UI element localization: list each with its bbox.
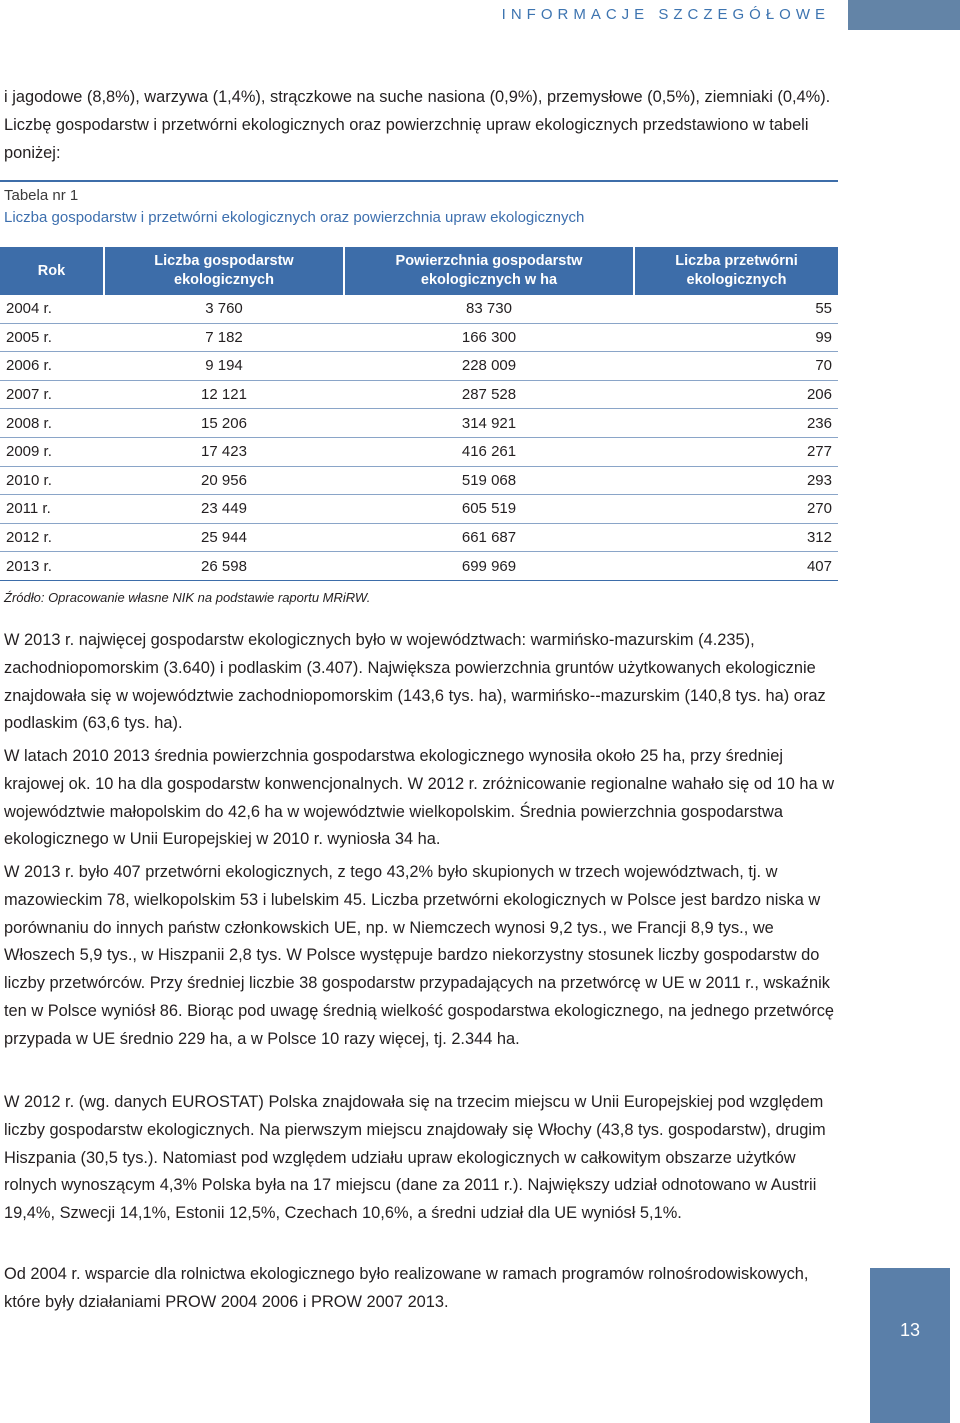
table-source: Źródło: Opracowanie własne NIK na podstawie raportu MRiRW. bbox=[4, 590, 371, 605]
cell-area: 83 730 bbox=[344, 295, 634, 323]
table-label: Tabela nr 1 bbox=[4, 187, 79, 204]
cell-area: 416 261 bbox=[344, 437, 634, 466]
cell-processors: 293 bbox=[634, 466, 838, 495]
cell-farms: 23 449 bbox=[104, 495, 344, 524]
cell-farms: 9 194 bbox=[104, 352, 344, 381]
paragraph-farm-size: W latach 2010 2013 średnia powierzchnia gospodarstwa ekologicznego wynosiła około 25 ha, przy średniej krajowej ok. 10 ha dla gospodarstw konwencjonalnych. W 2012 r. zróżnicowanie regionalne wahało się od 10 ha w województwie małopolskim do 42,6 ha w województwie wielkopolskim. Średnia powierzchnia gospodarstwa ekologicznego w Unii Europejskiej w 2010 r. wyniosła 34 ha. bbox=[4, 747, 835, 849]
cell-processors: 236 bbox=[634, 409, 838, 438]
paragraph-eurostat: W 2012 r. (wg. danych EUROSTAT) Polska znajdowała się na trzecim miejscu w Unii Europejskiej pod względem liczby gospodarstw ekologicznych. Na pierwszym miejscu znajdowały się Włochy (43,8 tys. gospodarstw), drugim Hiszpania (30,5 tys.). Natomiast pod względem udziału upraw ekologicznych w całkowitym obszarze użytków rolnych wynoszącym 4,3% Polska była na 17 miejscu (dane za 2011 r.). Największy udział odnotowano w Austrii 19,4%, Szwecji 14,1%, Estonii 12,5%, Czechach 10,6%, a średni udział dla UE wyniósł 5,1%. bbox=[4, 1093, 826, 1223]
cell-processors: 55 bbox=[634, 295, 838, 323]
cell-farms: 26 598 bbox=[104, 552, 344, 581]
header-year: Rok bbox=[0, 247, 104, 295]
table-header-row bbox=[0, 247, 838, 295]
cell-farms: 12 121 bbox=[104, 380, 344, 409]
cell-processors: 206 bbox=[634, 380, 838, 409]
table-title: Liczba gospodarstw i przetwórni ekologicznych oraz powierzchnia upraw ekologicznych bbox=[4, 209, 585, 226]
cell-year: 2004 r. bbox=[0, 295, 104, 323]
cell-processors: 312 bbox=[634, 523, 838, 552]
cell-year: 2005 r. bbox=[0, 323, 104, 352]
header-area: Powierzchnia gospodarstw ekologicznych w ha bbox=[344, 247, 634, 295]
cell-year: 2013 r. bbox=[0, 552, 104, 581]
cell-farms: 17 423 bbox=[104, 437, 344, 466]
cell-processors: 277 bbox=[634, 437, 838, 466]
table-row bbox=[0, 295, 838, 323]
cell-processors: 270 bbox=[634, 495, 838, 524]
paragraph-support: Od 2004 r. wsparcie dla rolnictwa ekologicznego było realizowane w ramach programów rolnośrodowiskowych, które były działaniami PROW 2004 2006 i PROW 2007 2013. bbox=[4, 1265, 809, 1311]
cell-area: 605 519 bbox=[344, 495, 634, 524]
cell-area: 228 009 bbox=[344, 352, 634, 381]
cell-year: 2011 r. bbox=[0, 495, 104, 524]
page-number: 13 bbox=[899, 1320, 921, 1340]
cell-year: 2012 r. bbox=[0, 523, 104, 552]
cell-year: 2009 r. bbox=[0, 437, 104, 466]
cell-area: 519 068 bbox=[344, 466, 634, 495]
intro-paragraph: i jagodowe (8,8%), warzywa (1,4%), strączkowe na suche nasiona (0,9%), przemysłowe (0,5%), ziemniaki (0,4%). Liczbę gospodarstw i przetwórni ekologicznych oraz powierzchnię upraw ekologicznych przedstawiono w tabeli poniżej: bbox=[4, 88, 831, 162]
page-number-box bbox=[870, 1268, 950, 1423]
cell-year: 2010 r. bbox=[0, 466, 104, 495]
table-row bbox=[0, 552, 838, 581]
paragraph-regions: W 2013 r. najwięcej gospodarstw ekologicznych było w województwach: warmińsko-mazurskim (4.235), zachodniopomorskim (3.640) i podlaskim (3.407). Największa powierzchnia gruntów użytkowanych ekologicznie znajdowała się w województwie zachodniopomorskim (143,6 tys. ha), warmińsko--mazurskim (140,8 tys. ha) oraz podlaskim (63,6 tys. ha). bbox=[4, 631, 826, 733]
table-row bbox=[0, 437, 838, 466]
header-color-block bbox=[848, 0, 960, 30]
cell-year: 2007 r. bbox=[0, 380, 104, 409]
farms-table bbox=[0, 247, 838, 581]
cell-processors: 407 bbox=[634, 552, 838, 581]
cell-farms: 25 944 bbox=[104, 523, 344, 552]
table-row bbox=[0, 495, 838, 524]
cell-farms: 15 206 bbox=[104, 409, 344, 438]
header-farms: Liczba gospodarstw ekologicznych bbox=[104, 247, 344, 295]
table-row bbox=[0, 323, 838, 352]
section-header: INFORMACJE SZCZEGÓŁOWE bbox=[501, 6, 830, 23]
cell-processors: 99 bbox=[634, 323, 838, 352]
header-processors: Liczba przetwórni ekologicznych bbox=[634, 247, 838, 295]
cell-farms: 7 182 bbox=[104, 323, 344, 352]
table-row bbox=[0, 523, 838, 552]
cell-farms: 3 760 bbox=[104, 295, 344, 323]
table-top-rule bbox=[0, 180, 838, 182]
cell-processors: 70 bbox=[634, 352, 838, 381]
cell-area: 314 921 bbox=[344, 409, 634, 438]
table-row bbox=[0, 409, 838, 438]
table-row bbox=[0, 466, 838, 495]
cell-area: 287 528 bbox=[344, 380, 634, 409]
table-row bbox=[0, 352, 838, 381]
cell-area: 661 687 bbox=[344, 523, 634, 552]
cell-farms: 20 956 bbox=[104, 466, 344, 495]
cell-area: 166 300 bbox=[344, 323, 634, 352]
table-row bbox=[0, 380, 838, 409]
cell-area: 699 969 bbox=[344, 552, 634, 581]
cell-year: 2008 r. bbox=[0, 409, 104, 438]
cell-year: 2006 r. bbox=[0, 352, 104, 381]
paragraph-processors: W 2013 r. było 407 przetwórni ekologicznych, z tego 43,2% było skupionych w trzech województwach, tj. w mazowieckim 78, wielkopolskim 53 i lubelskim 45. Liczba przetwórni ekologicznych w Polsce jest bardzo niska w porównaniu do innych państw członkowskich UE, np. w Niemczech wynosi 9,2 tys., we Francji 8,9 tys., we Włoszech 5,9 tys., w Hiszpanii 2,8 tys. W Polsce występuje bardzo niekorzystny stosunek liczby gospodarstw do liczby przetwórców. Przy średniej liczbie 38 gospodarstw przypadających na przetwórcę w UE w 2011 r., wskaźnik ten w Polsce wyniósł 86. Biorąc pod uwagę średnią wielkość gospodarstwa ekologicznego, na jednego przetwórcę przypada w UE średnio 229 ha, a w Polsce 10 razy więcej, tj. 2.344 ha. bbox=[4, 863, 835, 1048]
